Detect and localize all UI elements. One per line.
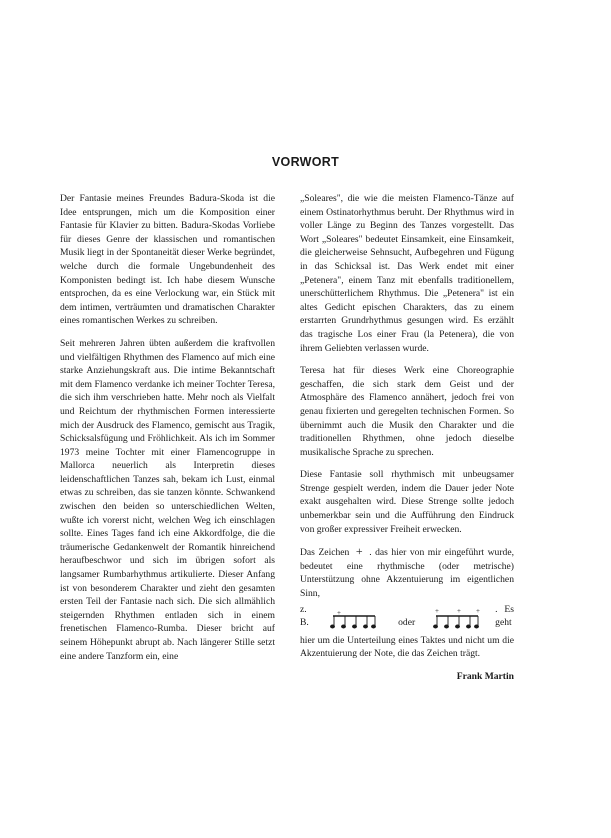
svg-text:+: + bbox=[337, 609, 342, 617]
closing-paragraph: hier um die Unterteilung eines Taktes und nicht um die Akzentuierung der Note, die das Zeichen trägt. bbox=[300, 634, 514, 660]
notation-prefix: z. B. bbox=[300, 603, 309, 629]
sign-paragraph bbox=[300, 545, 514, 600]
page-title: VORWORT bbox=[271, 155, 340, 169]
signature: Frank Martin bbox=[456, 671, 514, 682]
paragraph: Teresa hat für dieses Werk eine Choreographie geschaffen, die sich stark dem Geist und der Atmosphäre des Flamenco annähert, jedoch frei von genau fixierten und geregelten technischen Formen. So übernimmt auch die Musik den Charakter und die traditionellen Rhythmen, ohne jedoch dieselbe musikalische Sprache zu sprechen. bbox=[300, 365, 514, 458]
sign-before: Das Zeichen bbox=[300, 547, 350, 559]
paragraph: Diese Fantasie soll rhythmisch mit unbeugsamer Strenge gespielt werden, indem die Dauer jeder Note exakt ausgehalten wird. Diese Strenge sollte jedoch unbemerkbar sein und die Aufführung den Eindruck von großer expressiver Freiheit erwecken. bbox=[300, 469, 514, 535]
left-column bbox=[60, 192, 275, 672]
notes-example-2-icon bbox=[433, 608, 481, 630]
svg-text:+: + bbox=[435, 607, 440, 615]
sign-after: . das hier von mir eingeführt wurde, bedeutet eine rhythmische (oder metrische) Unterstützung ohne Akzentuierung im eigentlichen Sinn, bbox=[300, 547, 514, 600]
paragraph: Seit mehreren Jahren übten außerdem die kraftvollen und vielfältigen Rhythmen des Flamenco auf mich eine starke Anziehungskraft aus. Die intime Bekanntschaft mit dem Flamenco verdanke ich meiner Tochter Teresa, die sich ihm verschrieben hatte. Mehr noch als Vielfalt und Reichtum der rhythmischen Formen interessierte mich der Ausdruck des Flamenco, gemischt aus Tragik, Schicksalsfügung und Fröhlichkeit. Als ich im Sommer 1973 meine Tochter mit einer Flamencogruppe in Mallorca neuerlich als Interpretin dieses leidenschaftlichen Tanzes sah, bekam ich Lust, einmal etwas zu schreiben, das sie tanzen könnte. Schwankend zwischen den beiden so unterschiedlichen Welten, wußte ich vorerst nicht, welchen Weg ich einschlagen sollte. Eines Tages fand ich eine Akkordfolge, die die träumerische Gedankenwelt der Romantik hinreichend heraufbeschwor und sich im übrigen sofort als langsamer Rumbarhythmus artikulierte. Dieser Anfang ist von besonderem Charakter und zieht den gesamten ersten Teil der Fantasie nach sich. Die sich allmählich steigernden Rhythmen entladen sich in einem frenetischen Flamenco-Rumba. Dieser bricht auf seinem Höhepunkt abrupt ab. Nach längerer Stille setzt eine andere Tanzform ein, eine bbox=[60, 337, 275, 662]
paragraph: „Soleares", die wie die meisten Flamenco-Tänze auf einem Ostinatorhythmus beruht. Der Rhythmus wird in voller Länge zu Beginn des Tanzes vorgestellt. Das Wort „Soleares" bedeutet Einsamkeit, eine Einsamkeit, die gleicherweise Sehnsucht, Aufbegehren und Fügung in das Schicksal ist. Das Werk endet mit einer „Petenera", einem Tanz mit ebenfalls traditionellem, unerschütterlichem Rhythmus. Die „Petenera" ist ein altes Gedicht epischen Charakters, das zu einem erstarrten Grundrhythmus gesungen wird. Es erzählt das tragische Los einer Frau (la Petenera), die von ihrem Geliebten verlassen wurde. bbox=[300, 193, 514, 354]
plus-symbol: + bbox=[355, 544, 363, 559]
right-column bbox=[300, 192, 514, 684]
notes-example-1-icon bbox=[330, 610, 378, 630]
notation-middle: oder bbox=[398, 617, 416, 629]
svg-text:+: + bbox=[457, 607, 462, 615]
paragraph: Der Fantasie meines Freundes Badura-Skoda ist die Idee entsprungen, mich um die Komposition einer Fantasie für Klavier zu bitten. Badura-Skodas Vorliebe für dieses Genre der klassischen und romantischen Musik liegt in der Spontaneität dieser Werke begründet, welche durch die formale Ungebundenheit des Komponisten bedingt ist. Ich habe diesem Wunsche entsprochen, da es eine Verlockung war, ein Stück mit dem intimen, verträumten und dramatischen Charakter eines romantischen Werkes zu schreiben. bbox=[60, 193, 275, 327]
notation-suffix: . Es geht bbox=[495, 603, 514, 629]
notation-example bbox=[300, 603, 514, 630]
svg-text:+: + bbox=[476, 607, 481, 615]
